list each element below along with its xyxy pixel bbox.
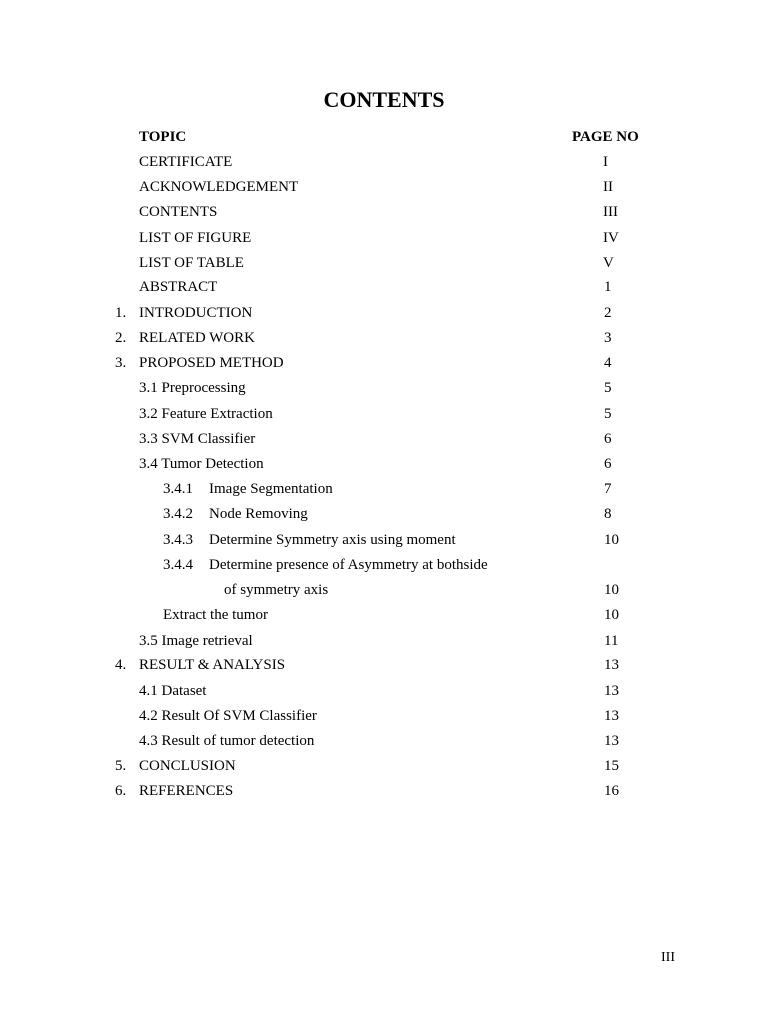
toc-page: 16 (604, 783, 619, 799)
toc-label: ACKNOWLEDGEMENT (139, 179, 299, 195)
toc-label: INTRODUCTION (139, 305, 253, 321)
toc-page: 11 (604, 633, 619, 649)
toc-section-number: 3.4.4 (163, 557, 193, 573)
toc-page: 8 (604, 506, 612, 522)
toc-section-number: 3.4.1 (163, 481, 193, 497)
toc-label: PROPOSED METHOD (139, 355, 284, 371)
toc-label: 4.1 Dataset (139, 683, 207, 699)
toc-row-contents (0, 202, 768, 227)
toc-page: 6 (604, 431, 612, 447)
toc-page: 7 (604, 481, 612, 497)
toc-row-node-removing (0, 504, 768, 529)
toc-row-dataset (0, 681, 768, 706)
toc-row-references (0, 781, 768, 806)
toc-label: 3.4 Tumor Detection (139, 456, 264, 472)
page-no-column-header: PAGE NO (572, 129, 639, 145)
toc-row-extract-tumor (0, 605, 768, 630)
toc-row-asymmetry-continued (0, 580, 768, 605)
toc-label: LIST OF FIGURE (139, 230, 252, 246)
toc-label: ABSTRACT (139, 279, 218, 295)
toc-row-svm-result (0, 706, 768, 731)
toc-row-preprocessing (0, 378, 768, 403)
toc-label: RELATED WORK (139, 330, 255, 346)
toc-page: 5 (604, 380, 612, 396)
toc-page: 10 (604, 582, 619, 598)
toc-label: Determine Symmetry axis using moment (209, 532, 456, 548)
toc-row-feature-extraction (0, 404, 768, 429)
toc-page: 5 (604, 406, 612, 422)
toc-row-certificate (0, 152, 768, 177)
toc-page: 1 (604, 279, 612, 295)
toc-label: 3.1 Preprocessing (139, 380, 246, 396)
toc-page: I (603, 154, 608, 170)
toc-chapter-number: 5. (115, 758, 127, 774)
toc-label: 3.5 Image retrieval (139, 633, 253, 649)
toc-page: 10 (604, 607, 619, 623)
toc-chapter-number: 6. (115, 783, 127, 799)
toc-page: IV (603, 230, 619, 246)
toc-row-list-of-figure (0, 228, 768, 253)
toc-row-acknowledgement (0, 177, 768, 202)
toc-label: 3.2 Feature Extraction (139, 406, 273, 422)
toc-label: 4.2 Result Of SVM Classifier (139, 708, 317, 724)
toc-page: V (603, 255, 614, 271)
toc-row-result-analysis (0, 655, 768, 680)
toc-row-conclusion (0, 756, 768, 781)
toc-label: Image Segmentation (209, 481, 333, 497)
toc-page: 10 (604, 532, 619, 548)
toc-page: II (603, 179, 613, 195)
toc-page: 2 (604, 305, 612, 321)
toc-page: 3 (604, 330, 612, 346)
toc-label: CONCLUSION (139, 758, 236, 774)
toc-page: 6 (604, 456, 612, 472)
toc-row-svm-classifier (0, 429, 768, 454)
toc-chapter-number: 1. (115, 305, 127, 321)
toc-label: LIST OF TABLE (139, 255, 244, 271)
toc-label: Extract the tumor (163, 607, 268, 623)
footer-page-number: III (661, 950, 675, 965)
toc-section-number: 3.4.2 (163, 506, 193, 522)
page-title: CONTENTS (323, 87, 445, 112)
toc-label: Node Removing (209, 506, 308, 522)
toc-chapter-number: 2. (115, 330, 127, 346)
toc-row-abstract (0, 277, 768, 302)
toc-label: CERTIFICATE (139, 154, 233, 170)
toc-row-tumor-detection (0, 454, 768, 479)
toc-label: RESULT & ANALYSIS (139, 657, 286, 673)
toc-row-asymmetry (0, 555, 768, 580)
toc-label: CONTENTS (139, 204, 218, 220)
toc-row-related-work (0, 328, 768, 353)
toc-page: 13 (604, 708, 619, 724)
toc-section-number: 3.4.3 (163, 532, 193, 548)
topic-column-header: TOPIC (139, 129, 187, 145)
toc-chapter-number: 4. (115, 657, 127, 673)
toc-row-introduction (0, 303, 768, 328)
toc-label: 4.3 Result of tumor detection (139, 733, 315, 749)
toc-label: 3.3 SVM Classifier (139, 431, 256, 447)
toc-row-symmetry-axis (0, 530, 768, 555)
toc-page: III (603, 204, 618, 220)
toc-label: REFERENCES (139, 783, 234, 799)
toc-chapter-number: 3. (115, 355, 127, 371)
toc-page: 13 (604, 657, 619, 673)
toc-page: 13 (604, 733, 619, 749)
toc-label: Determine presence of Asymmetry at bothside (209, 557, 488, 573)
toc-label: of symmetry axis (224, 582, 329, 598)
toc-row-proposed-method (0, 353, 768, 378)
toc-row-image-segmentation (0, 479, 768, 504)
toc-page: 4 (604, 355, 612, 371)
toc-page: 13 (604, 683, 619, 699)
toc-row-image-retrieval (0, 631, 768, 656)
toc-page: 15 (604, 758, 619, 774)
toc-row-list-of-table (0, 253, 768, 278)
toc-row-tumor-result (0, 731, 768, 756)
